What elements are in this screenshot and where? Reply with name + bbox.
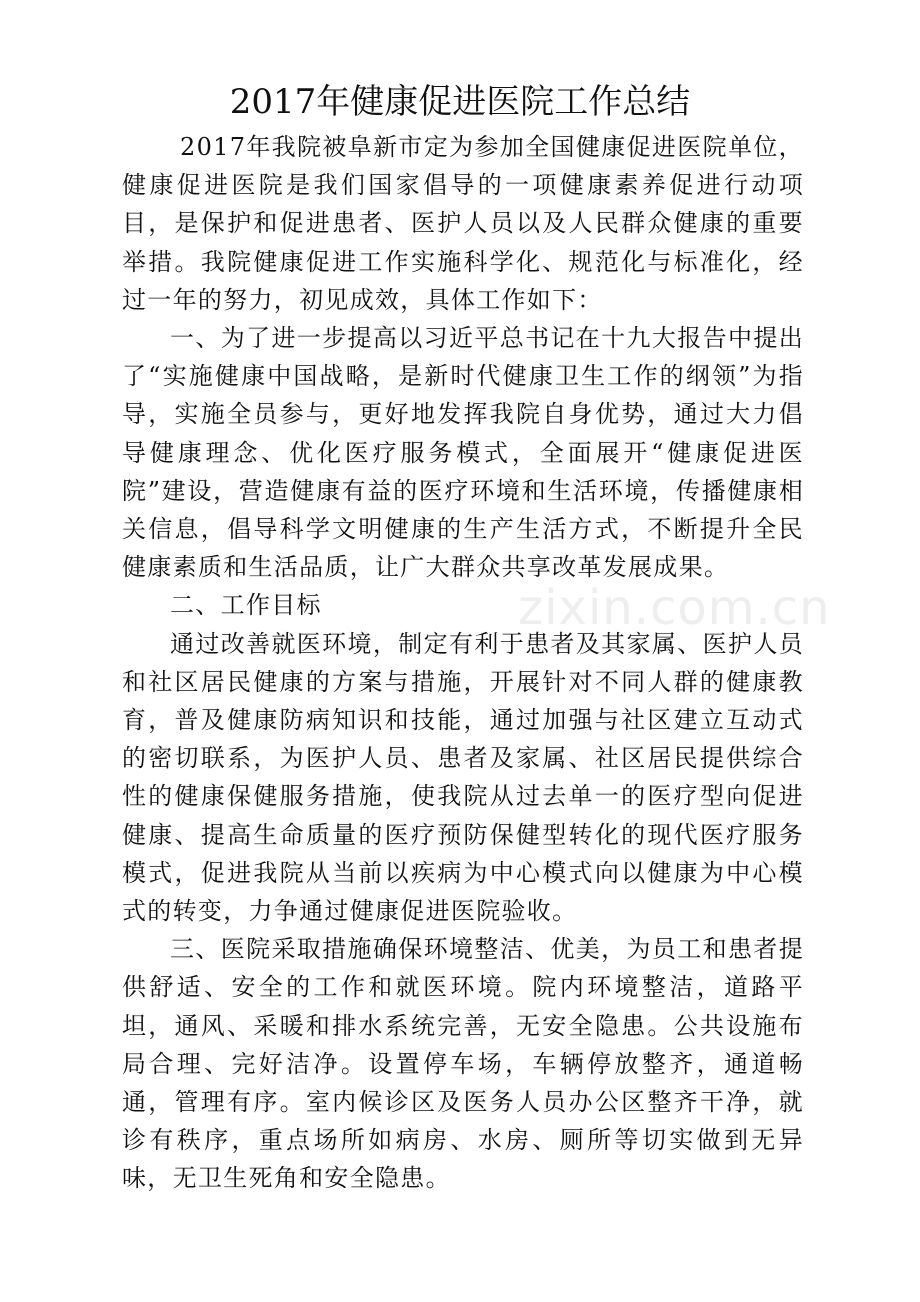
paragraph-section-3: 三、医院采取措施确保环境整洁、优美，为员工和患者提供舒适、安全的工作和就医环境。院内环境整洁，道路平坦，通风、采暖和排水系统完善，无安全隐患。公共设施布局合理、完好洁净。设置停车场，车辆停放整齐，通道畅通，管理有序。室内候诊区及医务人员办公区整齐干净，就诊有秩序，重点场所如病房、水房、厕所等切实做到无异味，无卫生死角和安全隐患。	[122, 935, 804, 1193]
paragraph-work-goals: 通过改善就医环境，制定有利于患者及其家属、医护人员和社区居民健康的方案与措施，开展针对不同人群的健康教育，普及健康防病知识和技能，通过加强与社区建立互动式的密切联系，为医护人员、患者及家属、社区居民提供综合性的健康保健服务措施，使我院从过去单一的医疗型向促进健康、提高生命质量的医疗预防保健型转化的现代医疗服务模式，促进我院从当前以疾病为中心模式向以健康为中心模式的转变，力争通过健康促进医院验收。	[122, 629, 804, 926]
watermark: zixin.com.cn	[518, 580, 831, 636]
document-body	[122, 128, 804, 1198]
document-title: 2017年健康促进医院工作总结	[229, 82, 691, 122]
paragraph-intro: 2017年我院被阜新市定为参加全国健康促进医院单位，健康促进医院是我们国家倡导的一项健康素养促进行动项目，是保护和促进患者、医护人员以及人民群众健康的重要举措。我院健康促进工作实施科学化、规范化与标准化，经过一年的努力，初见成效，具体工作如下：	[122, 133, 804, 314]
paragraph-section-1: 一、为了进一步提高以习近平总书记在十九大报告中提出了“实施健康中国战略，是新时代健康卫生工作的纲领”为指导，实施全员参与，更好地发挥我院自身优势，通过大力倡导健康理念、优化医疗服务模式，全面展开“健康促进医院”建设，营造健康有益的医疗环境和生活环境，传播健康相关信息，倡导科学文明健康的生产生活方式，不断提升全民健康素质和生活品质，让广大群众共享改革发展成果。	[122, 324, 804, 582]
heading-work-goals: 二、工作目标	[170, 591, 322, 620]
